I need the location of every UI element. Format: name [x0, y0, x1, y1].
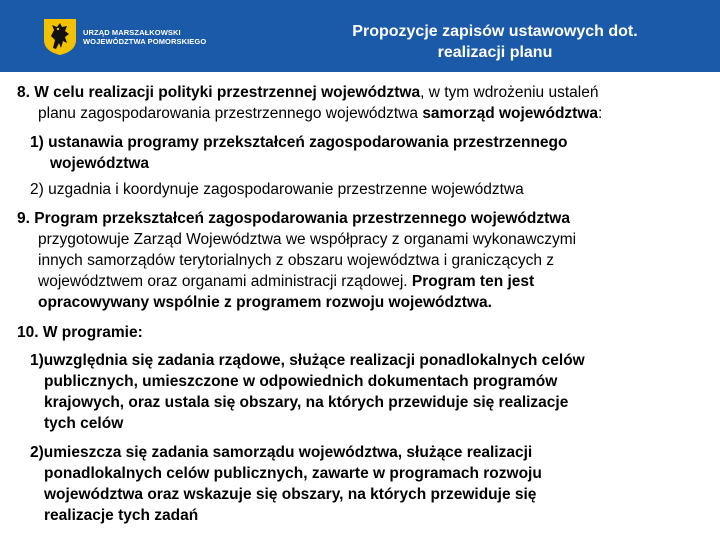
paragraph-10-item-2-line-3: województwa oraz wskazuje się obszary, na których przewiduje się	[44, 486, 537, 503]
paragraph-10-item-2	[30, 442, 542, 526]
office-logo	[43, 18, 206, 56]
slide-title	[300, 21, 690, 63]
logo-line-2: WOJEWÓDZTWA POMORSKIEGO	[83, 37, 207, 46]
paragraph-10-item-1-line-2: publicznych, umieszczone w odpowiednich dokumentach programów	[44, 373, 558, 390]
paragraph-10-item-2-line-1: 2)umieszcza się zadania samorządu województwa, służące realizacji	[30, 444, 533, 461]
paragraph-9-line-5: opracowywany wspólnie z programem rozwoju województwa.	[38, 294, 492, 311]
paragraph-8-item-2	[30, 179, 524, 200]
paragraph-9-line-1: 9. Program przekształceń zagospodarowania przestrzennego województwa	[17, 210, 570, 227]
paragraph-10-item-1-line-3: krajowych, oraz ustala się obszary, na których przewiduje się realizacje	[44, 394, 569, 411]
paragraph-10-line-1: 10. W programie:	[17, 324, 143, 341]
paragraph-9-line-2: przygotowuje Zarząd Województwa we współpracy z organami wykonawczymi	[38, 231, 577, 248]
paragraph-9-line-4-bold: Program ten jest	[411, 273, 535, 290]
paragraph-8-colon: :	[598, 105, 603, 122]
paragraph-8-item-2-line-1: 2) uzgadnia i koordynuje zagospodarowanie przestrzenne województwa	[30, 181, 524, 198]
paragraph-10-item-1-line-4: tych celów	[44, 415, 124, 432]
paragraph-10-item-2-line-4: realizacje tych zadań	[44, 507, 199, 524]
paragraph-9-line-3: innych samorządów terytorialnych z obszaru województwa i graniczących z	[38, 252, 555, 269]
paragraph-10	[17, 322, 143, 343]
slide-title-line-2: realizacji planu	[437, 44, 553, 61]
paragraph-8-item-1-line-1: 1) ustanawia programy przekształceń zagospodarowania przestrzennego	[30, 134, 568, 151]
paragraph-8	[17, 82, 602, 124]
paragraph-8-item-1	[30, 132, 567, 174]
paragraph-8-item-1-line-2: województwa	[50, 155, 150, 172]
paragraph-8-line-2	[17, 103, 602, 124]
griffin-crest-icon	[43, 18, 77, 56]
slide-title-line-1: Propozycje zapisów ustawowych dot.	[352, 23, 638, 40]
logo-text	[83, 28, 206, 46]
logo-line-1: URZĄD MARSZAŁKOWSKI	[83, 28, 181, 37]
paragraph-8-text-2: planu zagospodarowania przestrzennego województwa	[38, 105, 423, 122]
paragraph-8-line-1	[17, 82, 602, 103]
paragraph-9-line-4	[17, 271, 576, 292]
paragraph-9	[17, 208, 576, 313]
paragraph-8-bold-text: 8. W celu realizacji polityki przestrzennej województwa	[17, 84, 421, 101]
header-bar	[0, 0, 720, 72]
paragraph-8-text: , w tym wdrożeniu ustaleń	[420, 84, 599, 101]
paragraph-10-item-2-line-2: ponadlokalnych celów publicznych, zawarte w programach rozwoju	[44, 465, 542, 482]
paragraph-8-bold-text-2: samorząd województwa	[422, 105, 599, 122]
paragraph-10-item-1	[30, 350, 585, 434]
paragraph-9-line-4-text: województwem oraz organami administracji rządowej.	[38, 273, 412, 290]
paragraph-10-item-1-line-1: 1)uwzględnia się zadania rządowe, służące realizacji ponadlokalnych celów	[30, 352, 585, 369]
